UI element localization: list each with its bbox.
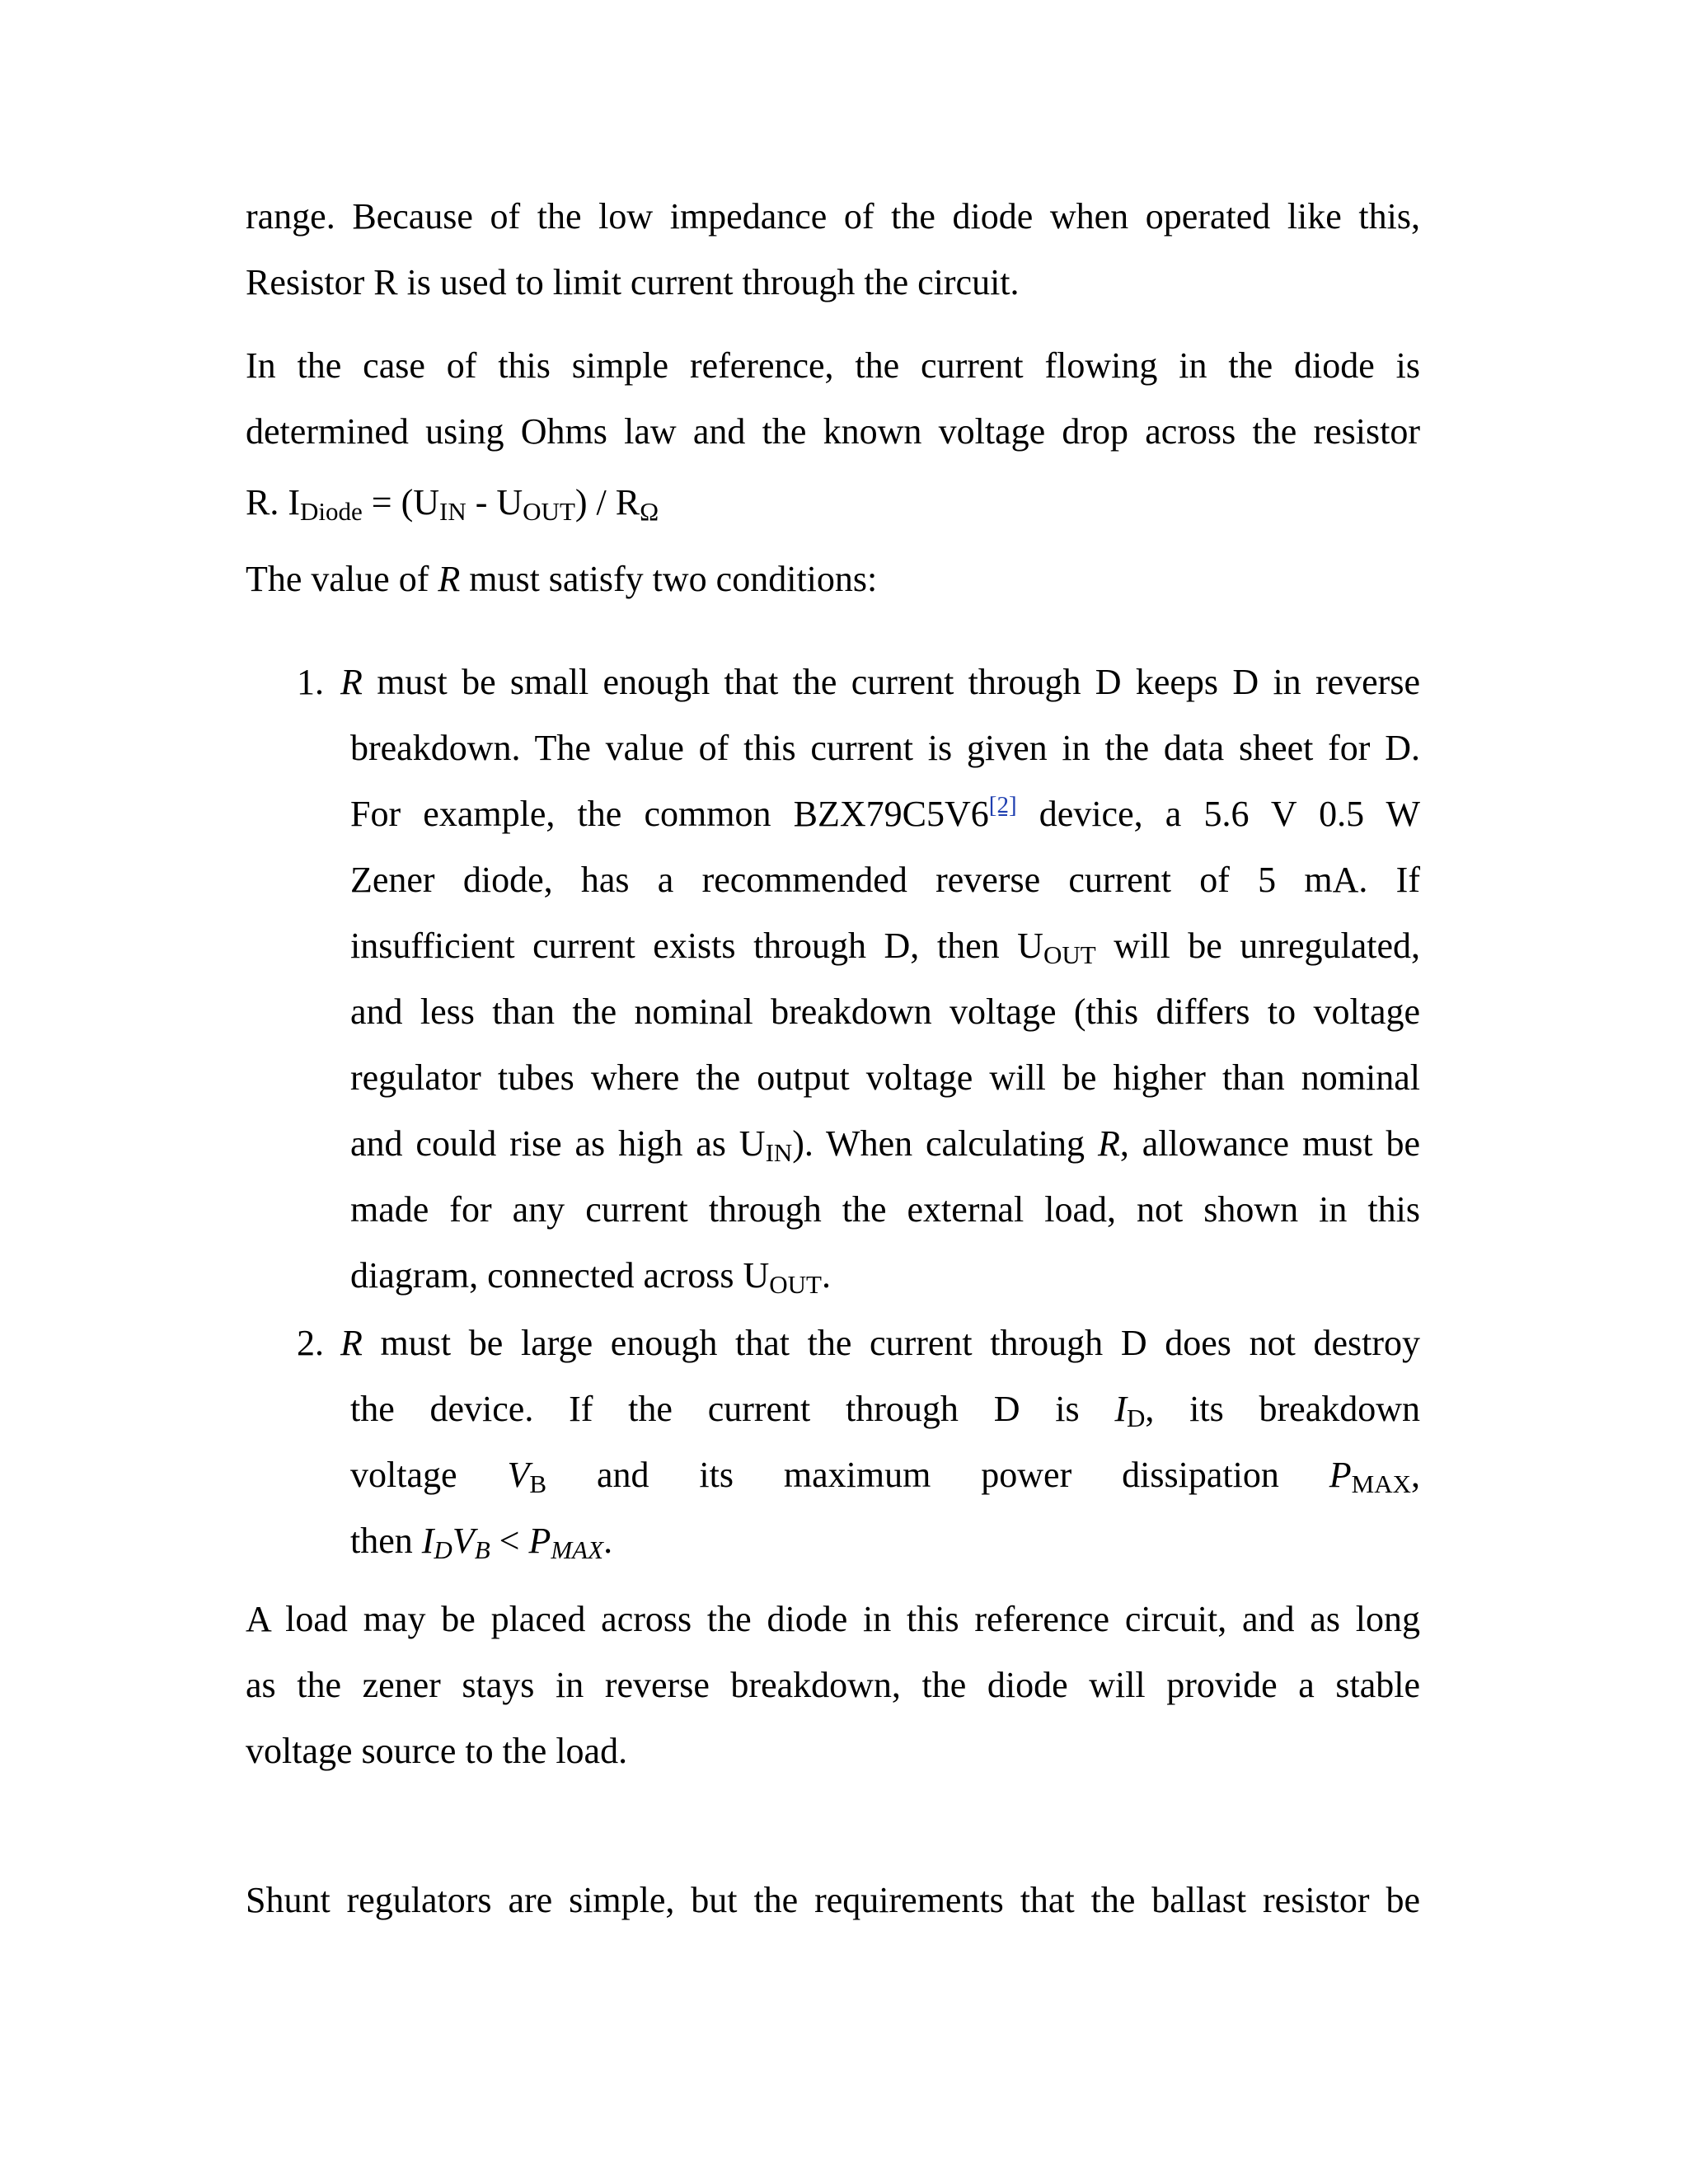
paragraph-line: as the zener stays in reverse breakdown, the diode will provide a stable	[246, 1665, 1420, 1705]
list-item-line: breakdown. The value of this current is given in the data sheet for D.	[350, 728, 1420, 768]
list-item-line: R must be small enough that the current through D keeps D in reverse	[340, 662, 1420, 702]
list-item-line: and less than the nominal breakdown voltage (this differs to voltage	[350, 991, 1420, 1032]
paragraph-line: Shunt regulators are simple, but the requirements that the ballast resistor be	[246, 1880, 1420, 1920]
list-number: 2.	[297, 1323, 324, 1363]
power-inequality: then $I_DV_B < P_{MAX}$.	[350, 1521, 613, 1564]
list-item-line: and could rise as high as $U_{IN}$). When calculating R, allowance must be	[350, 1123, 1420, 1167]
reference-link[interactable]: [2]	[988, 792, 1017, 818]
list-item-line: made for any current through the external load, not shown in this	[350, 1189, 1420, 1230]
paragraph-line: A load may be placed across the diode in this reference circuit, and as long	[246, 1599, 1420, 1639]
list-item-line: voltage $V_B$ and its maximum power dissipation $P_{MAX}$,	[350, 1455, 1420, 1498]
list-item-line: diagram, connected across $U_{OUT}$.	[350, 1255, 831, 1299]
paragraph-line: In the case of this simple reference, the current flowing in the diode is	[246, 345, 1420, 386]
diode-current-formula: R. $I_{Diode} = (U_{IN} - U_{OUT}) / R_\Omega$	[246, 482, 659, 526]
list-item-line: the device. If the current through D is $I_D$, its breakdown	[350, 1389, 1420, 1432]
list-item-line: insufficient current exists through D, then $U_{OUT}$ will be unregulated,	[350, 926, 1420, 969]
paragraph-line: voltage source to the load.	[246, 1731, 628, 1771]
list-item-line: R must be large enough that the current through D does not destroy	[340, 1323, 1420, 1363]
paragraph-line: Resistor R is used to limit current through the circuit.	[246, 262, 1020, 302]
paragraph-line: The value of R must satisfy two conditions:	[246, 559, 878, 599]
list-item-line: regulator tubes where the output voltage will be higher than nominal	[350, 1057, 1420, 1098]
paragraph-line: range. Because of the low impedance of the diode when operated like this,	[246, 196, 1420, 237]
list-item-line: For example, the common BZX79C5V6[2] device, a 5.6 V 0.5 W	[350, 792, 1421, 834]
list-item-line: Zener diode, has a recommended reverse current of 5 mA. If	[350, 860, 1420, 900]
paragraph-line: determined using Ohms law and the known voltage drop across the resistor	[246, 411, 1420, 452]
list-number: 1.	[297, 662, 324, 702]
